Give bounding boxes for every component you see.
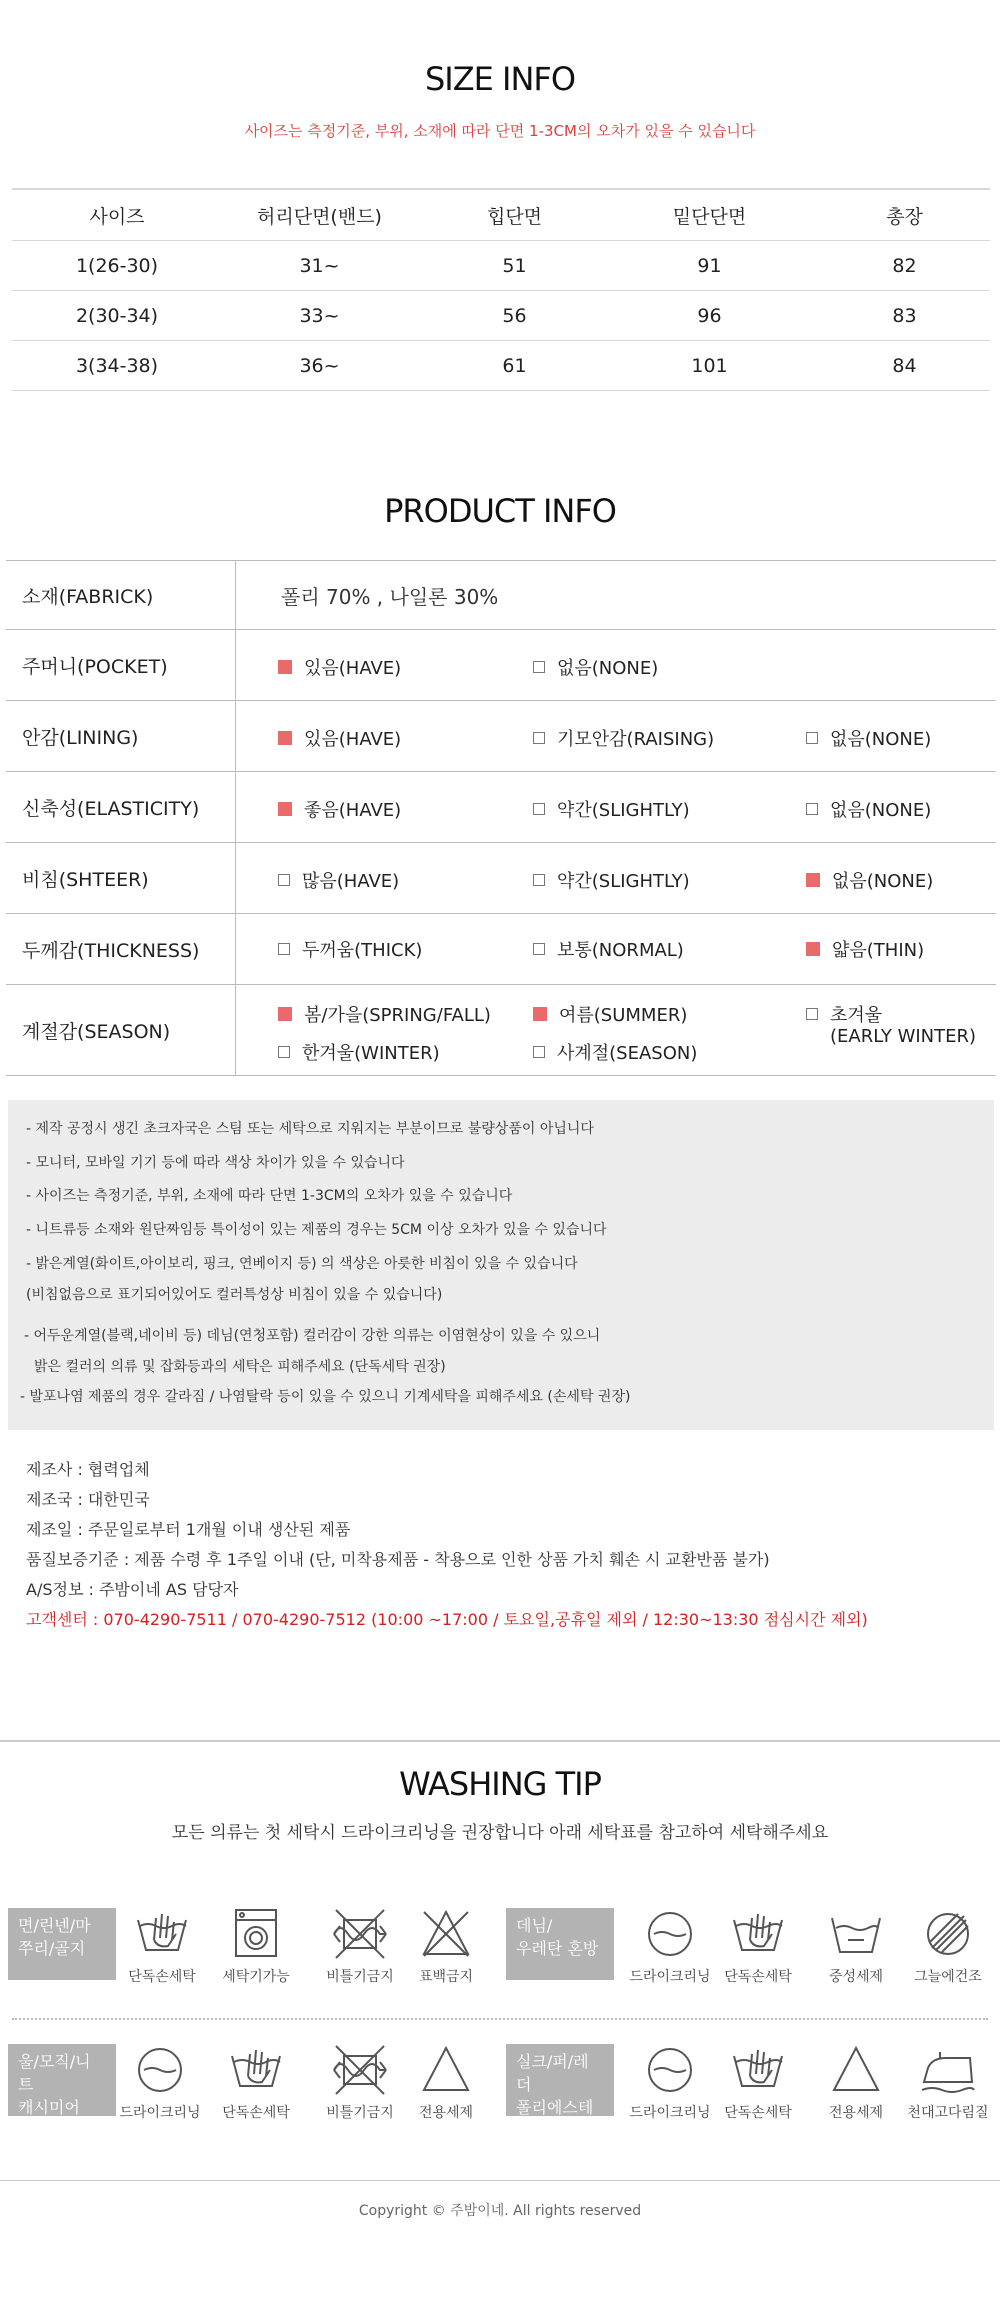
option-label: 많음(HAVE) [302,871,400,892]
size-header-cell: 사이즈 [89,205,145,228]
option-label: 여름(SUMMER) [559,1005,688,1026]
size-cell: 82 [892,254,917,277]
size-cell: 56 [502,304,527,327]
thickness-label: 두께감(THICKNESS) [6,914,236,984]
badge-line: 캐시미어 [18,2098,80,2117]
dotted-divider [12,2018,988,2020]
hand-wash-icon [728,1904,788,1964]
badge-line: 우레탄 혼방 [516,1939,599,1958]
note-line: 밝은 컬러의 의류 및 잡화등과의 세탁은 피해주세요 (단독세탁 권장) [34,1359,446,1375]
neutral-detergent-icon [826,1904,886,1964]
note-line: - 모니터, 모바일 기기 등에 따라 색상 차이가 있을 수 있습니다 [26,1155,405,1171]
option-label: 두꺼움(THICK) [302,940,423,961]
option-season-summer [533,1001,687,1027]
fabric-badge-cotton [8,1908,116,1980]
size-cell: 84 [892,354,917,377]
hand-wash-icon [728,2040,788,2100]
option-label: 없음(NONE) [557,658,659,679]
option-lining-raising [533,725,714,751]
customer-center-line: 고객센터 : 070-4290-7511 / 070-4290-7512 (10:00 ~17:00 / 토요일,공휴일 제외 / 12:30~13:30 점심시간 제외) [26,1610,868,1629]
size-header-cell: 밑단단면 [672,205,747,228]
wash-label: 단독손세탁 [724,2105,792,2121]
wash-label: 드라이크리닝 [119,2105,201,2121]
no-wring-icon [330,2040,390,2100]
wash-label: 천대고다림질 [907,2105,989,2121]
size-header-cell: 총장 [886,205,923,228]
option-label: 약간(SLIGHTLY) [557,800,690,821]
option-label: 좋음(HAVE) [304,800,402,821]
note-line: - 니트류등 소재와 원단짜임등 특이성이 있는 제품의 경우는 5CM 이상 오차가 있을 수 있습니다 [26,1222,607,1238]
wash-label: 중성세제 [828,1969,884,1985]
fabric-value: 폴리 70% , 나일론 30% [281,584,499,609]
fabric-label: 소재(FABRICK) [6,561,236,629]
size-cell: 2(30-34) [75,304,159,327]
size-cell: 1(26-30) [75,254,159,277]
sheer-label: 비침(SHTEER) [6,843,236,913]
fabric-badge-denim [506,1908,614,1980]
size-table-row [12,241,990,291]
size-table-row [12,341,990,391]
option-label: 기모안감(RAISING) [557,729,715,750]
pocket-row [6,630,996,701]
no-wring-icon [330,1904,390,1964]
size-header-cell: 허리단면(밴드) [257,205,382,228]
option-label: 있음(HAVE) [304,658,402,679]
elasticity-row [6,772,996,843]
checkbox-unchecked [533,874,545,886]
checkbox-unchecked [533,943,545,955]
checkbox-unchecked [278,874,290,886]
option-label: 없음(NONE) [832,871,934,892]
season-row [6,985,996,1076]
option-thickness-thin [806,936,924,962]
notes-box [8,1100,994,1430]
pocket-label: 주머니(POCKET) [6,630,236,700]
size-table [12,188,990,391]
note-line: - 발포나염 제품의 경우 갈라짐 / 나염탈락 등이 있을 수 있으니 기계세탁을 피해주세요 (손세탁 권장) [20,1389,631,1405]
maker-info-line: A/S정보 : 주밤이네 AS 담당자 [26,1580,239,1599]
wash-label: 그늘에건조 [914,1969,982,1985]
wash-label: 세탁기가능 [222,1969,290,1985]
wash-label: 전용세제 [418,2105,474,2121]
cloth-iron-icon [918,2040,978,2100]
option-label: 보통(NORMAL) [557,940,684,961]
size-header-cell: 힙단면 [486,205,543,228]
badge-line: 쭈리/골지 [18,1939,86,1958]
option-season-early-winter [806,1001,882,1027]
badge-line: 실크/퍼/레더 [516,2052,589,2094]
badge-line: 울/모직/니트 [18,2052,91,2094]
wash-label: 단독손세탁 [222,2105,290,2121]
size-cell: 101 [691,354,728,377]
note-line: - 밝은계열(화이트,아이보리, 핑크, 연베이지 등) 의 색상은 아릇한 비침이 있을 수 있습니다 [26,1256,578,1272]
option-label: 초겨울 [830,1005,883,1026]
wash-label: 비틀기금지 [326,2105,394,2121]
option-elasticity-none [806,796,931,822]
note-line: - 제작 공정시 생긴 초크자국은 스팀 또는 세탁으로 지워지는 부분이므로 불량상품이 아닙니다 [26,1121,594,1137]
checkbox-unchecked [533,661,545,673]
no-bleach-icon [416,1904,476,1964]
checkbox-checked [278,802,292,816]
option-label: 한겨울(WINTER) [302,1043,440,1064]
elasticity-label: 신축성(ELASTICITY) [6,772,236,842]
checkbox-unchecked [806,1008,818,1020]
thickness-row [6,914,996,985]
option-season-early-winter-en [830,1026,976,1047]
badge-line: 데님/ [516,1916,553,1935]
lining-label: 안감(LINING) [6,701,236,771]
checkbox-unchecked [806,803,818,815]
option-label: 있음(HAVE) [304,729,402,750]
option-season-all [533,1039,697,1065]
fabric-badge-wool [8,2044,116,2116]
special-detergent-icon [416,2040,476,2100]
option-sheer-have [278,867,399,893]
option-label: (EARLY WINTER) [830,1026,977,1047]
wash-label: 드라이크리닝 [629,2105,711,2121]
washing-tip-subtitle: 모든 의류는 첫 세탁시 드라이크리닝을 권장합니다 아래 세탁표를 참고하여 세탁해주세요 [171,1823,829,1843]
option-thickness-thick [278,936,422,962]
option-lining-none [806,725,931,751]
washing-machine-icon [226,1904,286,1964]
sheer-row [6,843,996,914]
option-season-spring-fall [278,1001,491,1027]
checkbox-checked [278,1007,292,1021]
option-label: 사계절(SEASON) [557,1043,698,1064]
checkbox-checked [278,660,292,674]
checkbox-checked [278,731,292,745]
size-cell: 83 [892,304,917,327]
size-table-header [12,188,990,241]
size-cell: 61 [502,354,527,377]
copyright-text: Copyright © 주밤이네. All rights reserved [358,2203,642,2219]
option-pocket-have [278,654,401,680]
footer-divider [0,2180,1000,2181]
badge-line: 면/린넨/마 [18,1916,91,1935]
size-cell: 36~ [299,354,340,377]
option-label: 없음(NONE) [830,800,932,821]
checkbox-unchecked [533,732,545,744]
fabric-row [6,560,996,630]
option-sheer-none [806,867,933,893]
size-cell: 33~ [299,304,340,327]
lining-row [6,701,996,772]
checkbox-unchecked [278,1046,290,1058]
wash-label: 단독손세탁 [128,1969,196,1985]
size-cell: 51 [502,254,527,277]
special-detergent-icon [826,2040,886,2100]
size-cell: 96 [697,304,722,327]
option-elasticity-slightly [533,796,690,822]
option-label: 얇음(THIN) [832,940,925,961]
checkbox-unchecked [278,943,290,955]
maker-info-line: 제조국 : 대한민국 [26,1490,150,1509]
note-line: - 어두운계열(블랙,네이비 등) 데님(연청포함) 컬러감이 강한 의류는 이염현상이 있을 수 있으니 [24,1328,601,1344]
option-pocket-none [533,654,658,680]
wash-label: 전용세제 [828,2105,884,2121]
hand-wash-icon [132,1904,192,1964]
option-sheer-slightly [533,867,690,893]
wash-label: 표백금지 [418,1969,474,1985]
option-label: 약간(SLIGHTLY) [557,871,690,892]
product-info-title: PRODUCT INFO [384,492,616,530]
checkbox-unchecked [533,803,545,815]
checkbox-unchecked [533,1046,545,1058]
maker-info-line: 제조사 : 협력업체 [26,1460,150,1479]
dry-clean-icon [640,1904,700,1964]
size-cell: 3(34-38) [75,354,159,377]
fabric-badge-silk [506,2044,614,2140]
badge-line: 폴리에스테르 [516,2098,594,2140]
note-line: - 사이즈는 측정기준, 부위, 소재에 따라 단면 1-3CM의 오차가 있을 수 있습니다 [26,1188,513,1204]
note-line: (비침없음으로 표기되어있어도 컬러특성상 비침이 있을 수 있습니다) [26,1287,443,1303]
wash-label: 단독손세탁 [724,1969,792,1985]
section-divider [0,1740,1000,1742]
checkbox-unchecked [806,732,818,744]
shade-dry-icon [918,1904,978,1964]
wash-label: 비틀기금지 [326,1969,394,1985]
maker-info-line: 품질보증기준 : 제품 수령 후 1주일 이내 (단, 미착용제품 - 착용으로 인한 상품 가치 훼손 시 교환반품 불가) [26,1550,770,1569]
option-thickness-normal [533,936,684,962]
checkbox-checked [806,873,820,887]
option-elasticity-have [278,796,401,822]
size-table-row [12,291,990,341]
checkbox-checked [533,1007,547,1021]
checkbox-checked [806,942,820,956]
product-table [6,560,996,1076]
size-info-title: SIZE INFO [424,60,576,98]
dry-clean-icon [130,2040,190,2100]
hand-wash-icon [226,2040,286,2100]
wash-label: 드라이크리닝 [629,1969,711,1985]
size-info-subtitle: 사이즈는 측정기준, 부위, 소재에 따라 단면 1-3CM의 오차가 있을 수 있습니다 [244,122,756,140]
size-cell: 91 [697,254,722,277]
season-label: 계절감(SEASON) [6,985,236,1075]
option-season-winter [278,1039,440,1065]
option-lining-have [278,725,401,751]
option-label: 없음(NONE) [830,729,932,750]
option-label: 봄/가을(SPRING/FALL) [304,1005,491,1026]
dry-clean-icon [640,2040,700,2100]
maker-info-line: 제조일 : 주문일로부터 1개월 이내 생산된 제품 [26,1520,351,1539]
washing-tip-title: WASHING TIP [399,1765,601,1803]
size-cell: 31~ [299,254,340,277]
